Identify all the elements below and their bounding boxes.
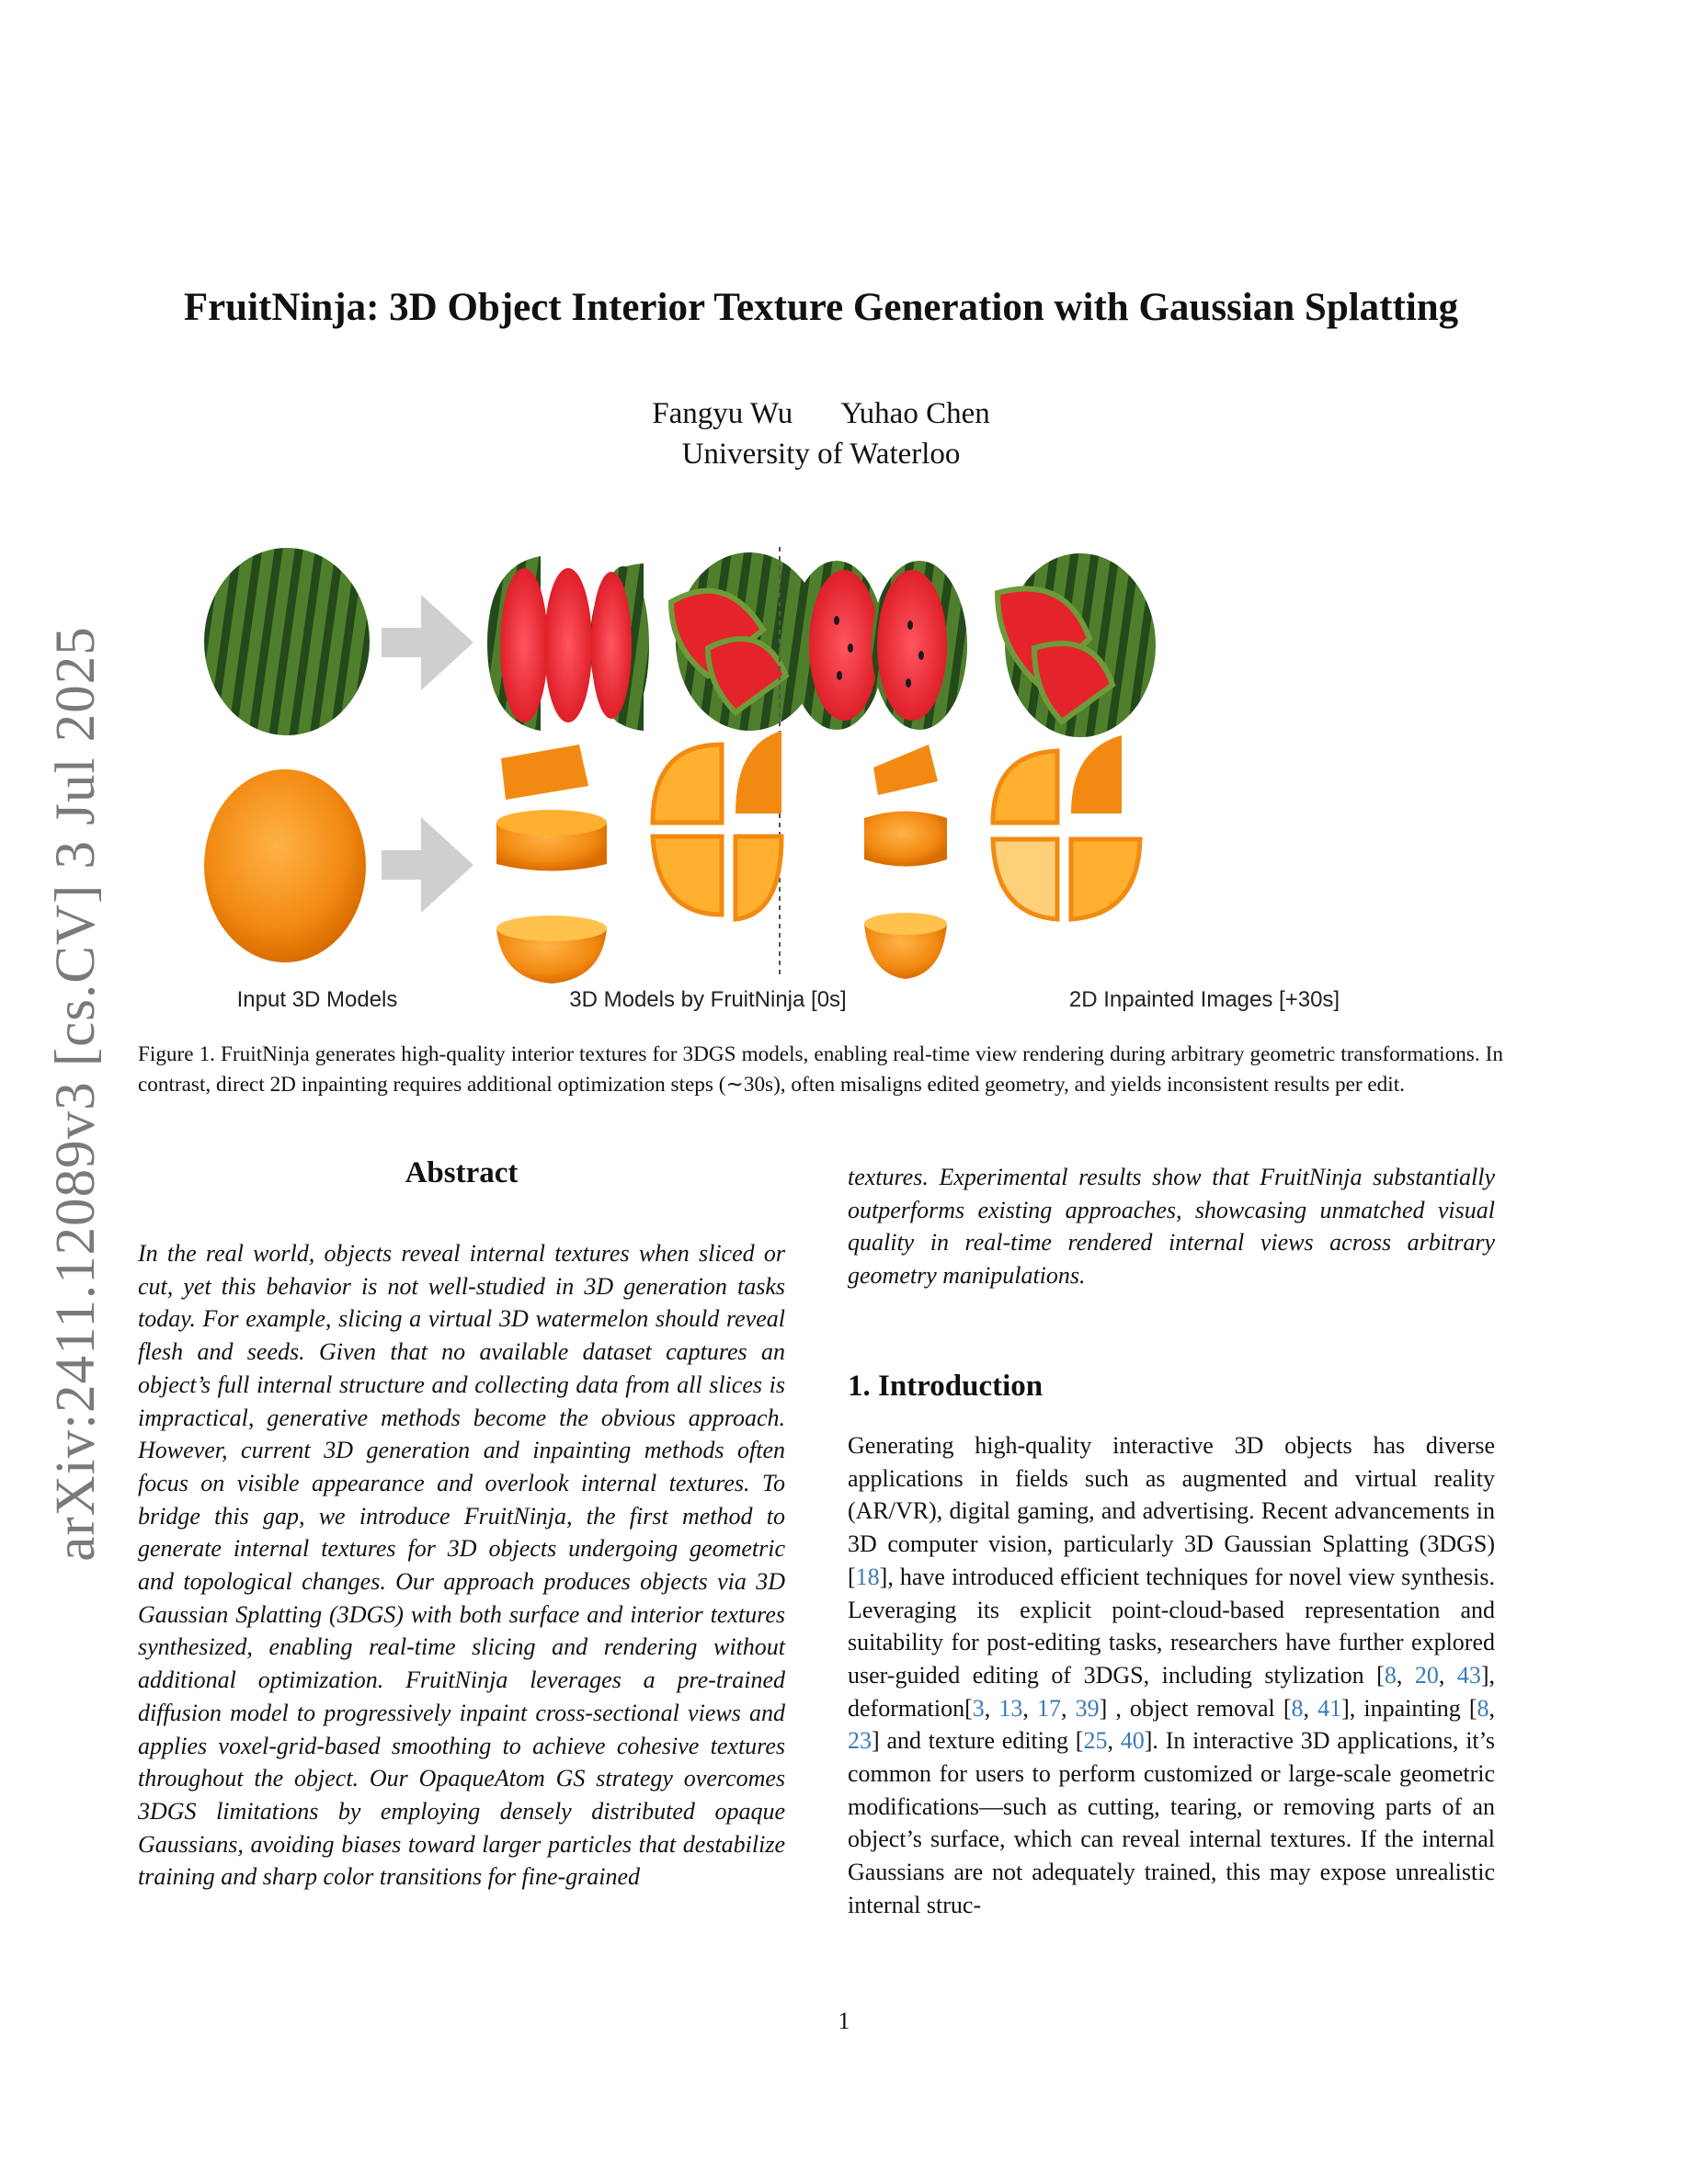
author-block xyxy=(138,393,1504,474)
watermelon-halves xyxy=(487,556,649,731)
author-name: Yuhao Chen xyxy=(840,397,990,430)
abstract-text: In the real world, objects reveal internal textures when sliced or cut, yet this behavior is not well-studied in 3D generation tasks today. For example, slicing a virtual 3D watermelon should reveal flesh and seeds. Given that no available dataset captures an object’s full internal structure and collecting data from all slices is impractical, generative methods become the obvious approach. However, current 3D generation and inpainting methods often focus on visible appearance and overlook internal textures. To bridge this gap, we introduce FruitNinja, the first method to generate internal textures for 3D objects undergoing geometric and topological changes. Our approach produces objects via 3D Gaussian Splatting (3DGS) with both surface and interior textures synthesized, enabling real-time slicing and rendering without additional optimization. FruitNinja leverages a pre-trained diffusion model to progressively inpaint cross-sectional views and applies voxel-grid-based smoothing to achieve cohesive textures throughout the object. Our OpaqueAtom GS strategy overcomes 3DGS limitations by employing densely distributed opaque Gaussians, avoiding biases toward larger particles that destabilize training and sharp color transitions for fine-grained xyxy=(138,1240,785,1891)
citation-link[interactable]: 13 xyxy=(998,1694,1023,1722)
arxiv-id: arXiv:2411.12089v3 [cs.CV] 3 Jul 2025 xyxy=(45,626,107,1562)
watermelon-inpainted-sliced xyxy=(998,553,1156,737)
figure-caption: Figure 1. FruitNinja generates high-quality interior textures for 3DGS models, enabling real-time view rendering during arbitrary geometric transformations. In contrast, direct 2D inpainting requires additional optimization steps (∼30s), often misaligns edited geometry, and yields inconsistent results per edit. xyxy=(138,1042,1503,1097)
affiliation: University of Waterloo xyxy=(681,438,961,471)
orange-inpainted-quartered xyxy=(993,735,1140,919)
citation-link[interactable]: 8 xyxy=(1291,1694,1304,1722)
arxiv-side-stamp xyxy=(35,625,118,1563)
figure-1 xyxy=(193,547,1449,1025)
introduction-paragraph: Generating high-quality interactive 3D objects has diverse applications in fields such as augmented and virtual reality (AR/VR), digital gaming, and advertising. Recent advancements in 3D computer vision, particularly 3D Gaussian Splatting (3DGS) [18], have introduced efficient techniques for novel view synthesis. Leveraging its explicit point-cloud-based representation and suitability for post-editing tasks, researchers have further explored user-guided editing of 3DGS, including stylization [8, 20, 43], deformation[3, 13, 17, 39] , object removal [8, 41], inpainting [8, 23] and texture editing [25, 40]. In interactive 3D applications, it’s common for users to perform customized or large-scale geometric modifications—such as cutting, tearing, or removing parts of an object’s surface, which can reveal internal textures. If the internal Gaussians are not adequately trained, this may expose unrealistic internal struc- xyxy=(848,1432,1496,1918)
citation-link[interactable]: 18 xyxy=(855,1563,880,1590)
citation-link[interactable]: 39 xyxy=(1075,1694,1100,1722)
arrow-icon xyxy=(382,817,473,913)
figure-label-input: Input 3D Models xyxy=(236,987,398,1012)
introduction-heading: 1. Introduction xyxy=(848,1370,1044,1403)
figure-label-fruitninja: 3D Models by FruitNinja [0s] xyxy=(569,987,847,1012)
citation-link[interactable]: 23 xyxy=(848,1727,872,1755)
abstract-continued: textures. Experimental results show that FruitNinja substantially outperforms existing approaches, showcasing unmatched visual quality in real-time rendered internal views across arbitrary geometry manipulations. xyxy=(848,1164,1495,1290)
abstract-heading: Abstract xyxy=(405,1156,519,1189)
citation-link[interactable]: 8 xyxy=(1384,1661,1397,1689)
orange-sliced xyxy=(496,745,607,984)
arrow-icon xyxy=(382,595,473,690)
orange-inpainted-sliced xyxy=(864,745,947,979)
page-number: 1 xyxy=(838,2008,850,2034)
watermelon-input xyxy=(204,548,370,735)
orange-quartered xyxy=(653,731,781,919)
citation-link[interactable]: 41 xyxy=(1317,1694,1342,1722)
citation-link[interactable]: 20 xyxy=(1414,1661,1439,1689)
paper-title: FruitNinja: 3D Object Interior Texture Generation with Gaussian Splatting xyxy=(183,286,1459,329)
citation-link[interactable]: 25 xyxy=(1083,1727,1108,1755)
figure-label-inpainted: 2D Inpainted Images [+30s] xyxy=(1068,987,1340,1012)
watermelon-inpainted-halves xyxy=(789,561,967,730)
citation-link[interactable]: 43 xyxy=(1456,1661,1481,1689)
citation-link[interactable]: 8 xyxy=(1477,1694,1489,1722)
citation-link[interactable]: 40 xyxy=(1120,1727,1145,1755)
orange-input xyxy=(204,769,366,962)
citation-link[interactable]: 17 xyxy=(1036,1694,1061,1722)
citation-link[interactable]: 3 xyxy=(972,1694,985,1722)
author-name: Fangyu Wu xyxy=(652,397,793,430)
